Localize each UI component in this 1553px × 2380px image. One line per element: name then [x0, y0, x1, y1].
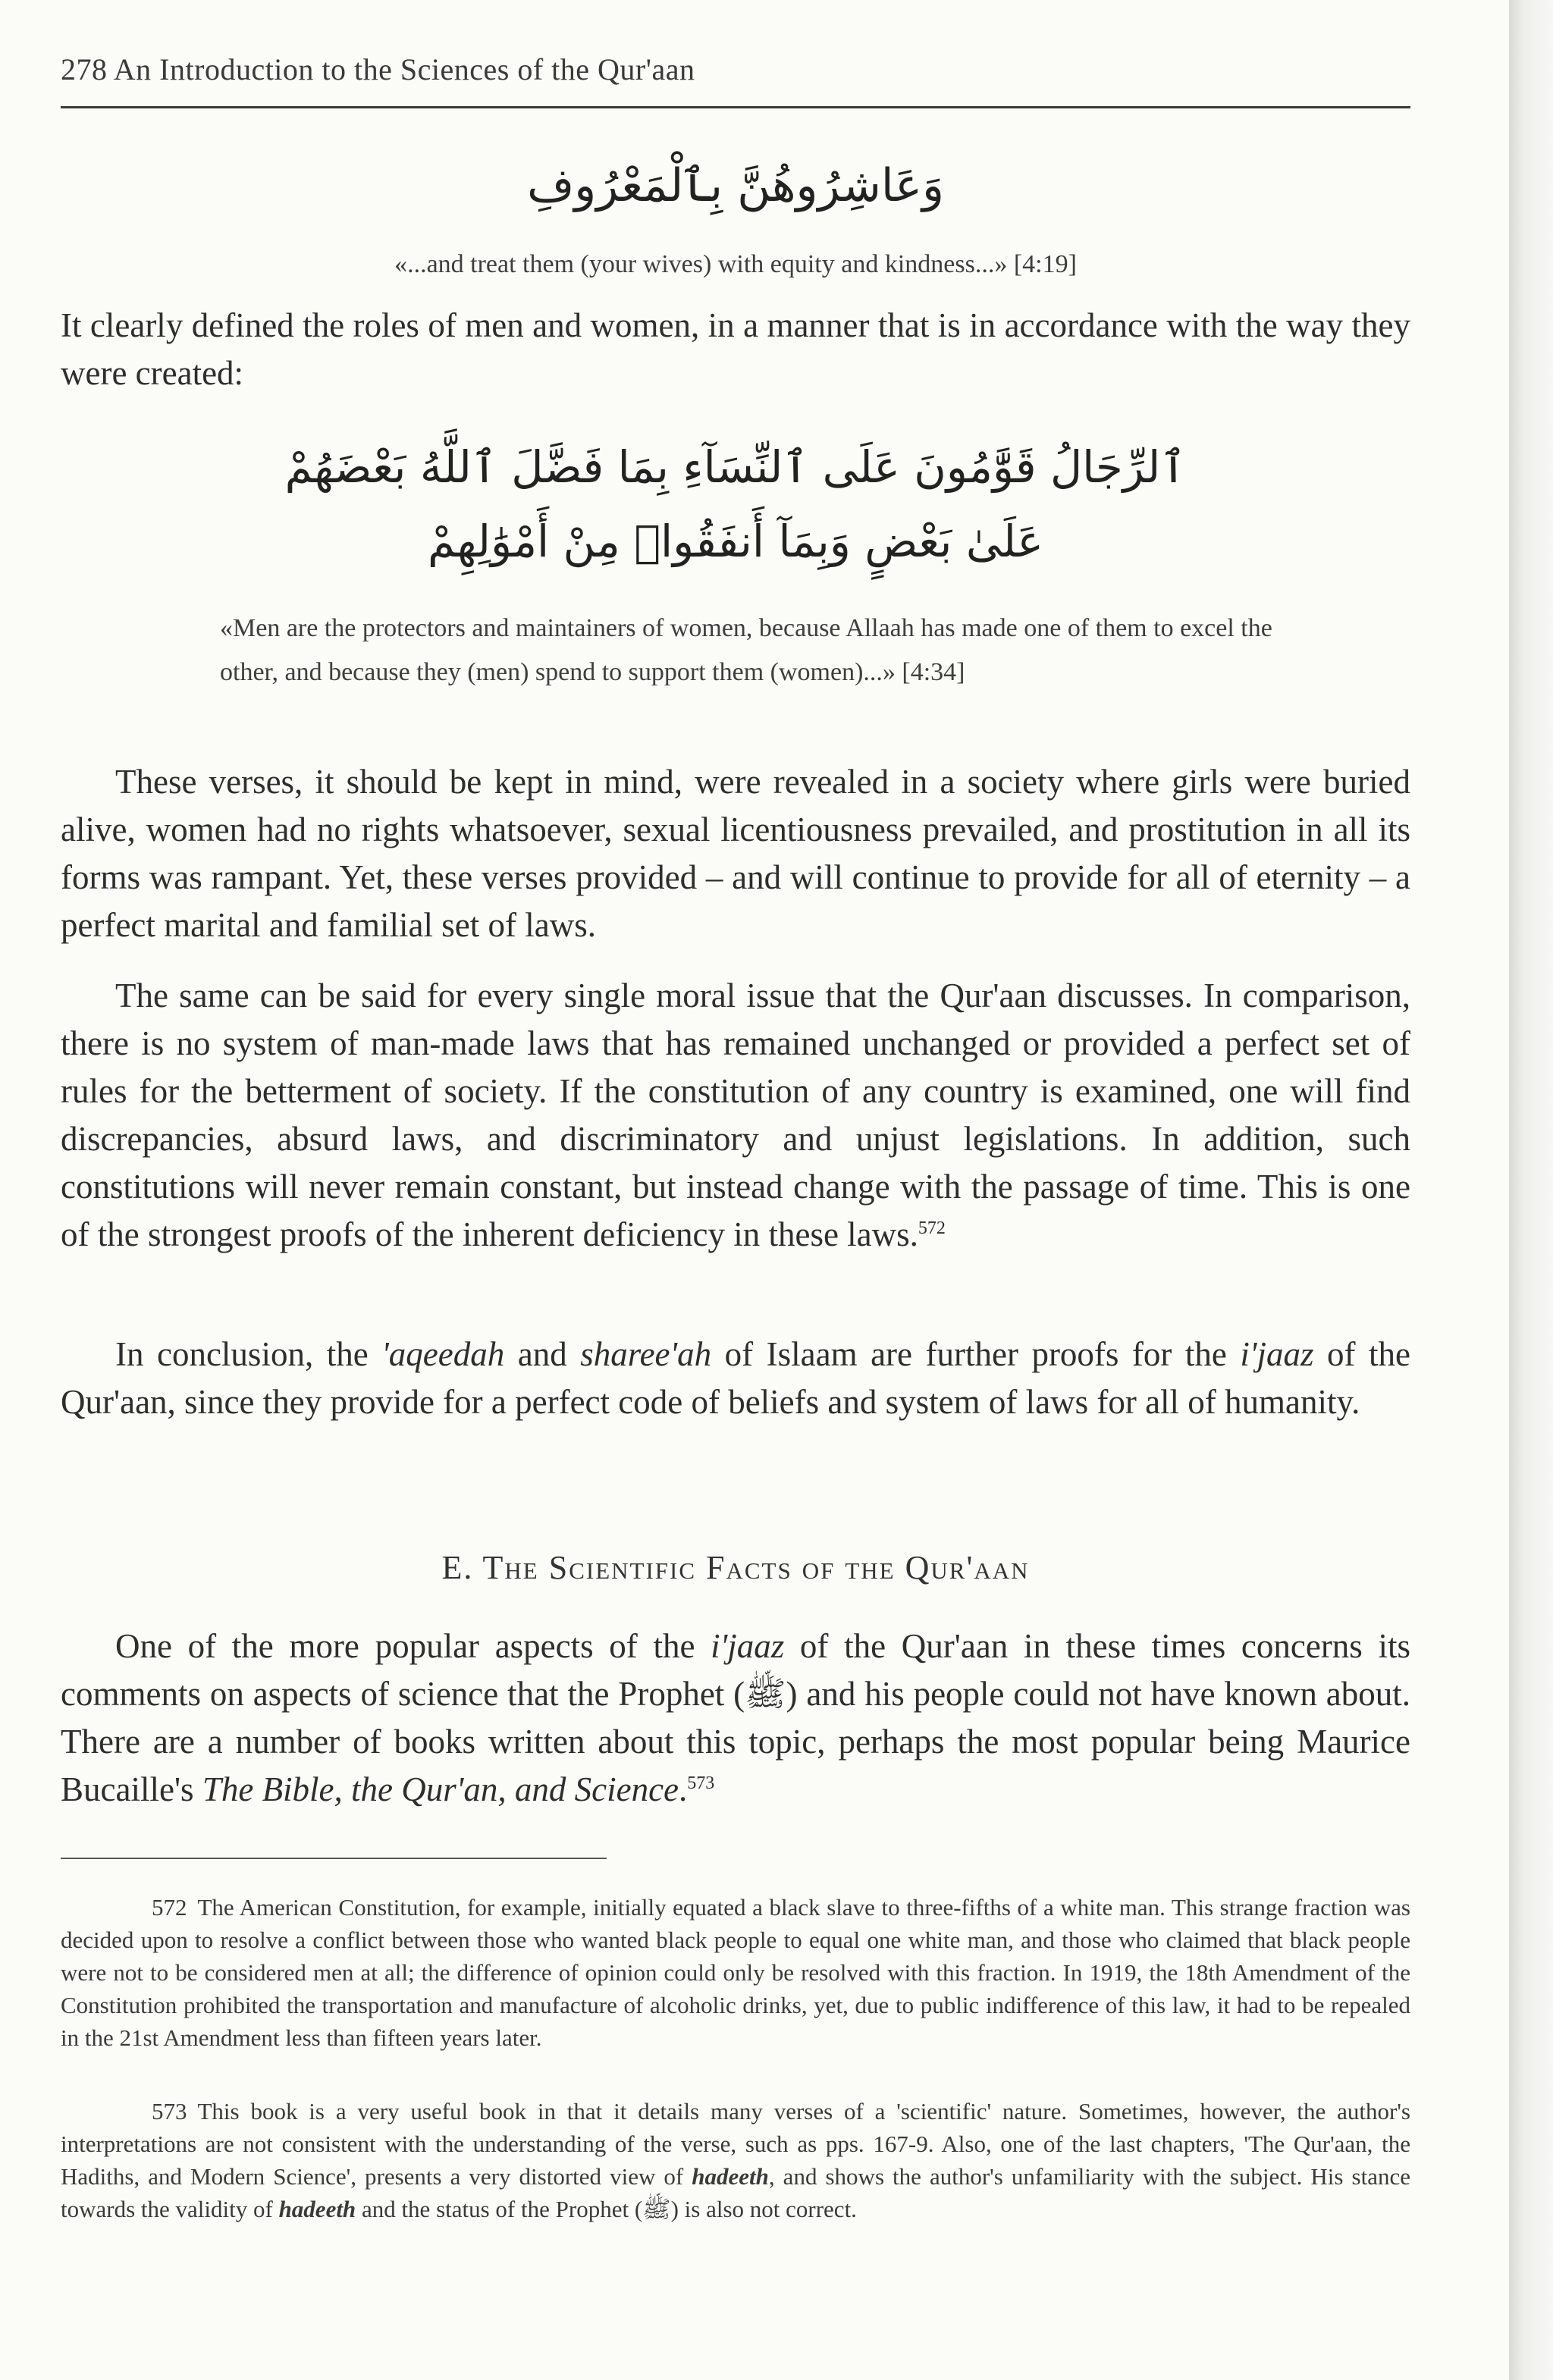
footnote-number: 572 [152, 1894, 187, 1921]
footnote-ref-572[interactable]: 572 [918, 1218, 946, 1238]
text-run: . [679, 1770, 688, 1808]
text-run: and the status of the Prophet (ﷺ) is also not correct. [356, 2196, 857, 2222]
term-ijaaz: i'jaaz [711, 1627, 785, 1665]
paragraph-context: These verses, it should be kept in mind, were revealed in a society where girls were buried alive, women had no rights whatsoever, sexual licentiousness prevailed, and prostitution in all its forms was rampant. Yet, these verses provided – and will continue to provide for all of eternity – a perfect marital and familial set of laws. [61, 763, 1410, 944]
term-hadeeth: hadeeth [692, 2163, 769, 2190]
footnote-number: 573 [152, 2098, 187, 2124]
verse-translation-4-19: «...and treat them (your wives) with equity and kindness...» [4:19] [394, 250, 1077, 278]
text-run: , and shows the author's unfamiliarity with the subject. His stance towards the validity of [61, 2163, 1410, 2222]
book-title: The Bible, the Qur'an, and Science [202, 1770, 679, 1808]
term-hadeeth: hadeeth [278, 2196, 356, 2222]
term-aqeedah: 'aqeedah [381, 1335, 505, 1373]
text-run: of the Qur'aan, since they provide for a perfect code of beliefs and system of laws for all of humanity. [61, 1335, 1410, 1421]
arabic-verse-4-34-line-1: ٱلرِّجَالُ قَوَّٰمُونَ عَلَى ٱلنِّسَآءِ بِمَا فَضَّلَ ٱللَّهُ بَعْضَهُمْ [284, 441, 1187, 493]
page-number: 278 [61, 52, 108, 86]
paragraph-conclusion [61, 1331, 1410, 1426]
paragraph-roles: It clearly defined the roles of men and women, in a manner that is in accordance with the way they were created: [61, 306, 1410, 392]
page-edge-shadow [1509, 0, 1553, 2380]
text-run: and [504, 1335, 581, 1373]
footnote-572 [61, 1891, 1410, 2054]
section-heading: E. The Scientific Facts of the Qur'aan [441, 1549, 1030, 1586]
paragraph-text: The same can be said for every single moral issue that the Qur'aan discusses. In comparison, there is no system of man-made laws that has remained unchanged or provided a perfect set of rules for the betterment of society. If the constitution of any country is examined, one will find discrepancies, absurd laws, and discriminatory and unjust legislations. In addition, such constitutions will never remain constant, but instead change with the passage of time. This is one of the strongest proofs of the inherent deficiency in these laws. [61, 977, 1410, 1253]
text-run: In conclusion, the [115, 1335, 382, 1373]
running-title: An Introduction to the Sciences of the Qur'aan [113, 52, 695, 86]
header-rule [61, 106, 1410, 108]
text-run: of Islaam are further proofs for the [711, 1335, 1241, 1373]
text-run: of the Qur'aan in these times concerns its comments on aspects of science that the Prophet (ﷺ) and his people could not have known about. There are a number of books written about this topic, perhaps the most popular being Maurice Bucaille's [61, 1627, 1410, 1808]
text-run: This book is a very useful book in that it details many verses of a 'scientific' nature. Sometimes, however, the author's interpretations are not consistent with the understanding of the verse, such as pps. 167-9. Also, one of the last chapters, 'The Qur'aan, the Hadiths, and Modern Science', presents a very distorted view of [61, 2098, 1410, 2190]
text-run: One of the more popular aspects of the [115, 1627, 711, 1665]
footnote-text: The American Constitution, for example, initially equated a black slave to three-fifths of a white man. This strange fraction was decided upon to resolve a conflict between those who wanted black people to equal one white man, and those who claimed that black people were not to be considered men at all; the difference of opinion could only be resolved with this fraction. In 1919, the 18th Amendment of the Constitution prohibited the transportation and manufacture of alcoholic drinks, yet, due to public indifference of this law, it had to be repealed in the 21st Amendment less than fifteen years later. [61, 1894, 1410, 2051]
arabic-verse-4-34-line-2: عَلَىٰ بَعْضٍ وَبِمَآ أَنفَقُوا۟ مِنْ أَمْوَٰلِهِمْ [427, 516, 1044, 567]
footnote-573 [61, 2095, 1410, 2225]
term-ijaaz: i'jaaz [1240, 1335, 1314, 1373]
term-sharee-ah: sharee'ah [580, 1335, 712, 1373]
verse-translation-4-34: «Men are the protectors and maintainers of women, because Allaah has made one of them to excel the other, and because they (men) spend to support them (women)...» [4:34] [220, 614, 1272, 686]
paragraph-man-made-laws [61, 972, 1410, 1259]
footnote-ref-573[interactable]: 573 [687, 1773, 715, 1793]
footnote-rule [61, 1858, 607, 1859]
arabic-verse-4-19: وَعَاشِرُوهُنَّ بِٱلْمَعْرُوفِ [527, 159, 944, 212]
paragraph-scientific-facts [61, 1623, 1410, 1814]
running-header [61, 52, 1410, 87]
